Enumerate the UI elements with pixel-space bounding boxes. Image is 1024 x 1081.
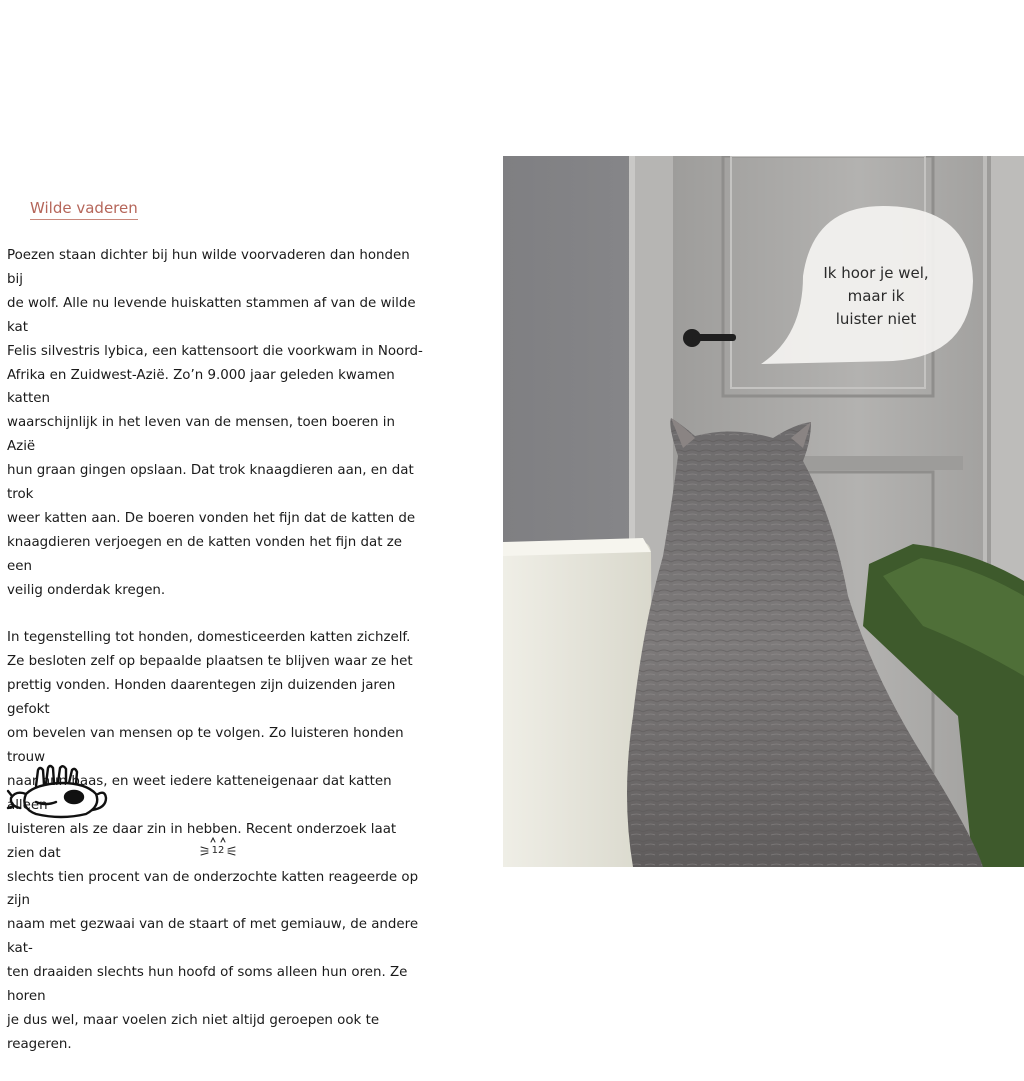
- body-text: [7, 244, 425, 1081]
- cat-photo: [503, 156, 1024, 867]
- page-number: [198, 836, 238, 862]
- page-number-label: 12: [211, 845, 225, 856]
- sleeping-cat-doodle-icon: [6, 750, 112, 822]
- speech-bubble-text: Ik hoor je wel, maar ik luister niet: [823, 264, 929, 328]
- paragraph: In tegenstelling tot honden, domesticeerden katten zichzelf. Ze besloten zelf op bepaalde plaatsen te blijven waar ze het prettig vonden. Honden daarentegen zijn duizenden jaren gefokt om bevelen van mensen op te volgen. Zo luisteren honden trouw naar hun baas, en weet iedere katteneigenaar dat katten alleen luisteren als ze daar zin in hebben. Recent onderzoek laat zien dat slechts tien procent van de onderzochte katten reageerde op zijn naam met gezwaai van de staart of met gemiauw, de andere kat- ten draaiden slechts hun hoofd of soms alleen hun oren. Ze horen je dus wel, maar voelen zich niet altijd geroepen ook te reageren.: [7, 630, 419, 1052]
- section-heading: Wilde vaderen: [30, 198, 138, 220]
- paragraph: Poezen staan dichter bij hun wilde voorvaderen dan honden bij de wolf. Alle nu levende huiskatten stammen af van de wilde kat Felis silvestris lybica, een kattensoort die voorkwam in Noord- Afrika en Zuidwest-Azië. Zo’n 9.000 jaar geleden kwamen katten waarschijnlijk in het leven van de mensen, toen boeren in Azië hun graan gingen opslaan. Dat trok knaagdieren aan, en dat trok weer katten aan. De boeren vonden het fijn dat de katten de knaagdieren verjoegen en de katten vonden het fijn dat ze een veilig onderdak kregen.: [7, 248, 423, 598]
